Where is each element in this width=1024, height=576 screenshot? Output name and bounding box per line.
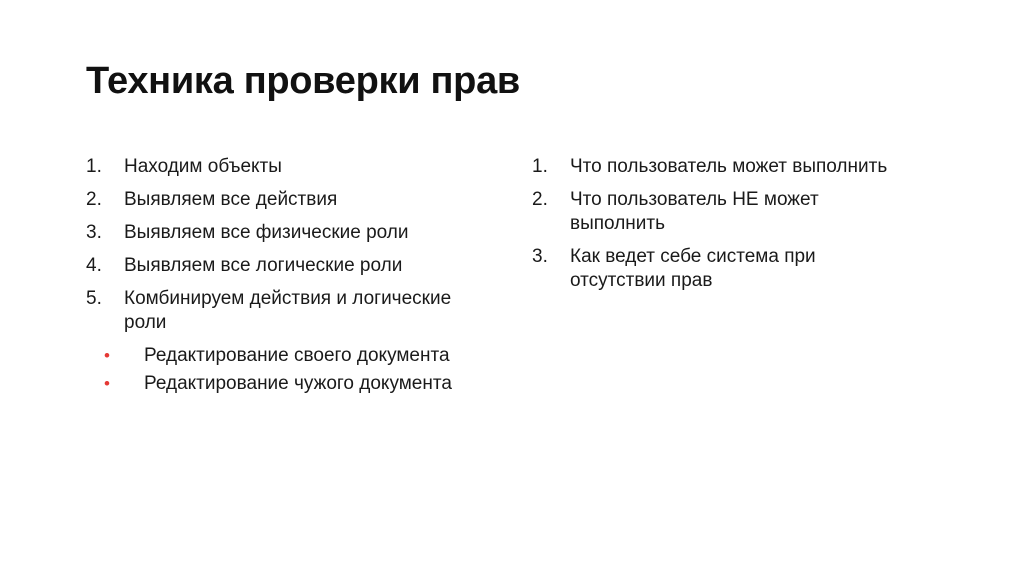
bullet-sublist bbox=[86, 344, 466, 396]
list-item-text: Выявляем все логические роли bbox=[124, 255, 403, 276]
list-number: 5. bbox=[86, 288, 102, 309]
list-number: 3. bbox=[532, 246, 548, 267]
left-numbered-list bbox=[86, 155, 466, 400]
list-item-text: Что пользователь может выполнить bbox=[570, 156, 888, 177]
right-numbered-list bbox=[532, 155, 952, 302]
bullet-item-text: Редактирование своего документа bbox=[144, 345, 450, 366]
list-item-text: Выявляем все физические роли bbox=[124, 222, 409, 243]
list-item-text: Комбинируем действия и логические роли bbox=[124, 288, 452, 333]
list-item bbox=[532, 245, 890, 293]
bullet-item-text: Редактирование чужого документа bbox=[144, 373, 452, 394]
list-item bbox=[532, 188, 870, 236]
bullet-dot-icon: • bbox=[104, 346, 110, 365]
slide-title: Техника проверки прав bbox=[86, 60, 520, 102]
list-number: 3. bbox=[86, 222, 102, 243]
list-item bbox=[86, 287, 466, 335]
list-number: 2. bbox=[532, 189, 548, 210]
bullet-item bbox=[86, 372, 466, 396]
list-item bbox=[532, 155, 952, 179]
bullet-dot-icon: • bbox=[104, 374, 110, 393]
list-item bbox=[86, 188, 466, 212]
list-number: 2. bbox=[86, 189, 102, 210]
list-item-text: Что пользователь НЕ может выполнить bbox=[570, 189, 819, 234]
list-item bbox=[86, 254, 466, 278]
list-item-text: Выявляем все действия bbox=[124, 189, 338, 210]
list-number: 4. bbox=[86, 255, 102, 276]
list-number: 1. bbox=[532, 156, 548, 177]
list-item-text: Находим объекты bbox=[124, 156, 282, 177]
list-item bbox=[86, 155, 466, 179]
list-item-text: Как ведет себе система при отсутствии прав bbox=[570, 246, 816, 291]
list-number: 1. bbox=[86, 156, 102, 177]
list-item bbox=[86, 221, 466, 245]
bullet-item bbox=[86, 344, 466, 368]
